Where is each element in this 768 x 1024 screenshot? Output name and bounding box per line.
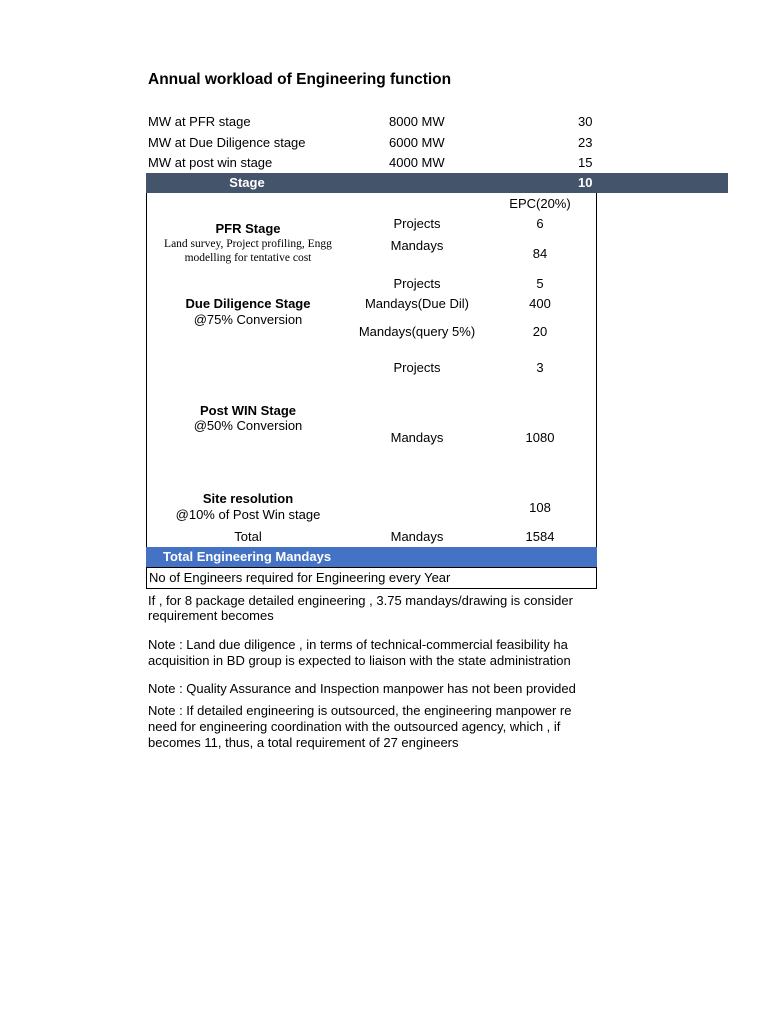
stage-header-bar	[146, 173, 728, 193]
note-2-line1: Note : Land due diligence , in terms of technical-commercial feasibility ha	[148, 637, 568, 652]
mw-pfr-value: 8000 MW	[389, 114, 445, 129]
note-3-line1: Note : Quality Assurance and Inspection manpower has not been provided	[148, 681, 576, 696]
page-title: Annual workload of Engineering function	[148, 71, 452, 88]
engineers-required-row	[146, 567, 597, 589]
total-label: Total	[234, 529, 262, 544]
site-resolution-sub: @10% of Post Win stage	[175, 507, 321, 522]
total-engineering-mandays-bar	[146, 547, 597, 567]
mw-postwin-value: 4000 MW	[389, 155, 445, 170]
note-1-line1: If , for 8 package detailed engineering , 3.75 mandays/drawing is consider	[148, 593, 573, 608]
mw-dd-pct: 23	[578, 135, 593, 150]
site-resolution-value: 108	[529, 500, 551, 515]
pfr-mandays-value: 84	[532, 246, 548, 261]
dd-mandays-label: Mandays(Due Dil)	[364, 296, 470, 311]
engineers-required-label: No of Engineers required for Engineering every Year	[149, 570, 451, 585]
stage-header-label: Stage	[229, 175, 265, 190]
postwin-projects-value: 3	[536, 360, 544, 375]
pfr-projects-value: 6	[536, 216, 544, 231]
dd-query-label: Mandays(query 5%)	[358, 324, 476, 339]
postwin-stage-name: Post WIN Stage	[199, 403, 297, 418]
mw-pfr-label: MW at PFR stage	[148, 114, 251, 129]
pfr-stage-name: PFR Stage	[215, 221, 281, 236]
note-4-line1: Note : If detailed engineering is outsourced, the engineering manpower re	[148, 703, 572, 718]
note-4-line3: becomes 11, thus, a total requirement of 27 engineers	[148, 735, 459, 750]
dd-projects-value: 5	[536, 276, 544, 291]
dd-projects-label: Projects	[393, 276, 441, 291]
postwin-projects-label: Projects	[393, 360, 441, 375]
pfr-mandays-label: Mandays	[390, 238, 444, 253]
mw-pfr-pct: 30	[578, 114, 593, 129]
postwin-mandays-value: 1080	[525, 430, 555, 445]
mw-postwin-label: MW at post win stage	[148, 155, 273, 170]
dd-mandays-value: 400	[529, 296, 551, 311]
dd-query-value: 20	[532, 324, 548, 339]
postwin-stage-sub: @50% Conversion	[193, 418, 303, 433]
site-resolution-name: Site resolution	[202, 491, 294, 506]
pfr-projects-label: Projects	[393, 216, 441, 231]
note-2-line2: acquisition in BD group is expected to liaison with the state administration	[148, 653, 571, 668]
note-4-line2: need for engineering coordination with the outsourced agency, which , if	[148, 719, 561, 734]
mw-postwin-pct: 15	[578, 155, 593, 170]
note-1-line2: requirement becomes	[148, 608, 274, 623]
total-unit: Mandays	[390, 529, 444, 544]
pfr-desc-line2: modelling for tentative cost	[184, 252, 312, 264]
postwin-mandays-label: Mandays	[390, 430, 444, 445]
stage-header-value: 10	[578, 175, 593, 190]
epc-header: EPC(20%)	[509, 196, 571, 211]
dd-stage-sub: @75% Conversion	[193, 312, 303, 327]
dd-stage-name: Due Diligence Stage	[185, 296, 311, 311]
mw-dd-label: MW at Due Diligence stage	[148, 135, 306, 150]
mw-dd-value: 6000 MW	[389, 135, 445, 150]
total-engineering-mandays-label: Total Engineering Mandays	[163, 549, 332, 564]
total-value: 1584	[525, 529, 555, 544]
pfr-desc-line1: Land survey, Project profiling, Engg	[164, 238, 332, 250]
